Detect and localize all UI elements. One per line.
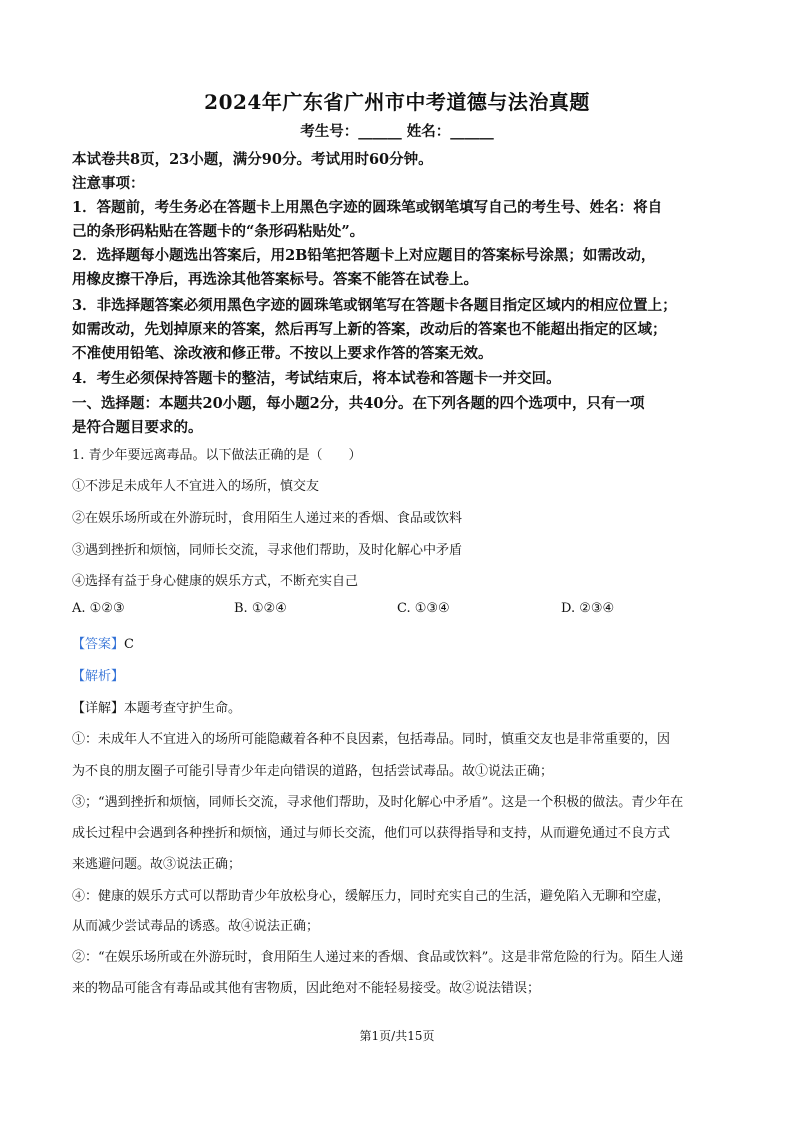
detail-intro: 本题考查守护生命。 [124, 701, 242, 716]
instruction-line: 不准使用铅笔、涂改液和修正带。不按以上要求作答的答案无效。 [72, 345, 493, 362]
analysis-line: 来的物品可能含有毒品或其他有害物质，因此绝对不能轻易接受。故②说法错误； [72, 981, 541, 996]
instruction-line: 3．非选择题答案必须用黑色字迹的圆珠笔或钢笔写在答题卡各题目指定区域内的相应位置上； [72, 297, 677, 314]
answer-line [72, 633, 134, 652]
question-item: ②在娱乐场所或在外游玩时，食用陌生人递过来的香烟、食品或饮料 [72, 511, 463, 526]
analysis-line: 为不良的朋友圈子可能引导青少年走向错误的道路，包括尝试毒品。故①说法正确； [72, 764, 554, 779]
detail-line [72, 697, 241, 716]
candidate-line: 考生号：______ 姓名：______ [300, 123, 494, 140]
section-heading-cont: 是符合题目要求的。 [72, 419, 203, 436]
instructions-heading: 注意事项： [72, 175, 145, 192]
analysis-line: ②：“在娱乐场所或在外游玩时，食用陌生人递过来的香烟、食品或饮料”。这是非常危险的行为。陌生人递 [72, 950, 684, 965]
instruction-line: 己的条形码粘贴在答题卡的“条形码粘贴处”。 [72, 223, 365, 240]
instruction-line: 用橡皮擦干净后，再选涂其他答案标号。答案不能答在试卷上。 [72, 271, 478, 288]
answer-label: 【答案】 [72, 637, 125, 652]
option-c: C. ①③④ [397, 601, 450, 616]
question-stem: 1. 青少年要远离毒品。以下做法正确的是（ ） [72, 448, 362, 463]
option-d: D. ②③④ [561, 601, 615, 616]
answer-value: C [124, 637, 134, 652]
option-a: A. ①②③ [72, 601, 125, 616]
question-item: ①不涉足未成年人不宜进入的场所，慎交友 [72, 479, 320, 494]
analysis-line: ④：健康的娱乐方式可以帮助青少年放松身心，缓解压力，同时充实自己的生活，避免陷入无聊和空虚， [72, 889, 671, 904]
instruction-line: 如需改动，先划掉原来的答案，然后再写上新的答案，改动后的答案也不能超出指定的区域； [72, 321, 667, 338]
question-item: ③遇到挫折和烦恼，同师长交流，寻求他们帮助，及时化解心中矛盾 [72, 543, 463, 558]
analysis-line: 来逃避问题。故③说法正确； [72, 857, 242, 872]
detail-label: 【详解】 [72, 701, 125, 716]
page-number: 第1页/共15页 [359, 1029, 435, 1043]
analysis-line: 成长过程中会遇到各种挫折和烦恼，通过与师长交流，他们可以获得指导和支持，从而避免通过不良方式 [72, 826, 671, 841]
instruction-line: 2．选择题每小题选出答案后，用2B铅笔把答题卡上对应题目的答案标号涂黑；如需改动， [72, 247, 656, 264]
page-title: 2024年广东省广州市中考道德与法治真题 [204, 90, 590, 114]
analysis-line: ①：未成年人不宜进入的场所可能隐藏着各种不良因素，包括毒品。同时，慎重交友也是非常重要的，因 [72, 732, 671, 747]
analysis-label: 【解析】 [72, 669, 125, 684]
option-b: B. ①②④ [234, 601, 287, 616]
instructions-intro: 本试卷共8页，23小题，满分90分。考试用时60分钟。 [72, 151, 433, 168]
section-heading: 一、选择题：本题共20小题，每小题2分，共40分。在下列各题的四个选项中，只有一项 [72, 395, 645, 412]
question-item: ④选择有益于身心健康的娱乐方式，不断充实自己 [72, 574, 359, 589]
analysis-line: ③；“遇到挫折和烦恼，同师长交流，寻求他们帮助，及时化解心中矛盾”。这是一个积极的做法。青少年在 [72, 795, 684, 810]
analysis-line: 从而减少尝试毒品的诱惑。故④说法正确； [72, 919, 320, 934]
instruction-line: 1．答题前，考生务必在答题卡上用黑色字迹的圆珠笔或钢笔填写自己的考生号、姓名：将自 [72, 199, 663, 216]
instruction-line: 4．考生必须保持答题卡的整洁，考试结束后，将本试卷和答题卡一并交回。 [72, 370, 561, 387]
